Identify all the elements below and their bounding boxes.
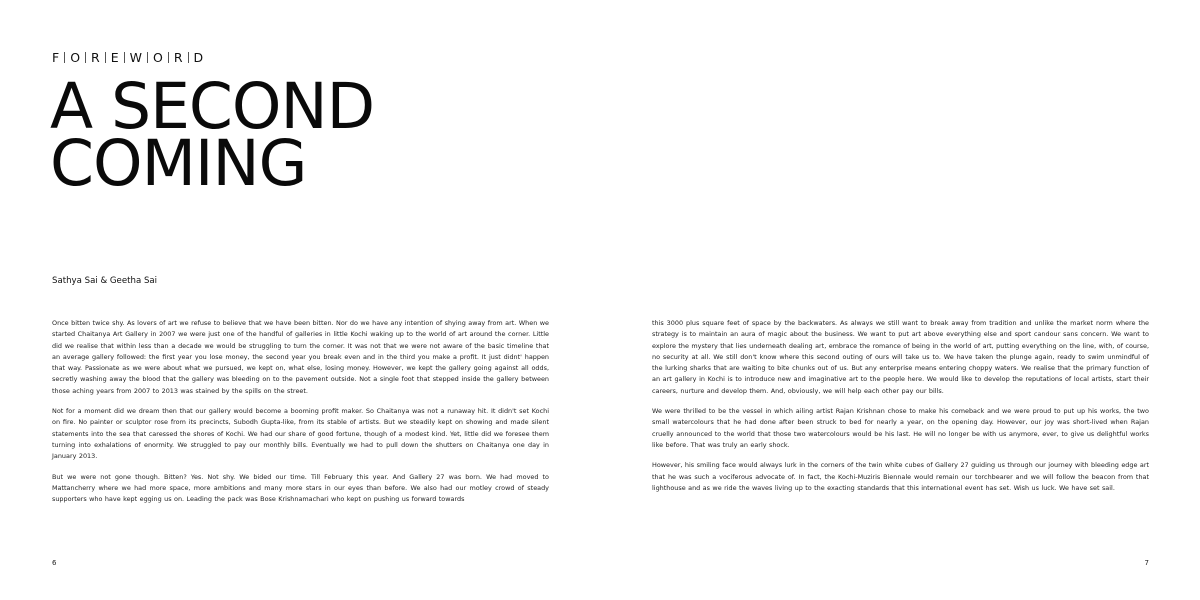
body-paragraph: Once bitten twice shy. As lovers of art we refuse to believe that we have been bitten. Nor do we have any intention of shying away from art. When we started Chaitanya Art Gallery in 2007 we were just one of the handful of galleries in little Kochi waking up to the world of art around the corner. Little did we realise that within less than a decade we would be struggling to turn the corner. It was not that we were not aware of the basic timeline that an average gallery followed: the first year you lose money, the second year you break even and in the third you make a profit. It just didnt' happen that way. Passionate as we were about what we pursued, we kept on, what else, losing money. However, we kept the gallery going against all odds, secretly washing away the blood that the gallery was bleeding on to the pavement outside. Not a single foot that stepped inside the gallery between those aching years from 2007 to 2013 was stained by the spills on the street. — [52, 319, 549, 395]
left-body-text — [52, 318, 549, 514]
body-paragraph: this 3000 plus square feet of space by the backwaters. As always we still want to break away from tradition and unlike the market norm where the strategy is to maintain an aura of magic about the business. We want to put art above everything else and sport candour sans concern. We want to explore the mystery that lies underneath dealing art, embrace the romance of being in the world of art, putting everything on the line, with, of course, no security at all. We still don't know where this second outing of ours will take us to. We have taken the plunge again, ready to swim unmindful of the lurking sharks that are waiting to bite chunks out of us. But any enterprise means entering choppy waters. We realise that the primary function of an art gallery in Kochi is to introduce new and imaginative art to the people here. We would like to develop the reputations of local artists, start their careers, nurture and develop them. And, obviously, we will help each other pay our bills. — [652, 319, 1149, 395]
kicker-letter: D — [193, 50, 204, 65]
section-kicker — [52, 50, 208, 65]
kicker-letter: R — [91, 50, 100, 65]
title-line-1: A SECOND — [50, 70, 375, 143]
kicker-letter: O — [153, 50, 163, 65]
right-body-text — [652, 318, 1149, 503]
kicker-letter: R — [173, 50, 183, 65]
body-paragraph: However, his smiling face would always lurk in the corners of the twin white cubes of Gallery 27 guiding us through our journey with bleeding edge art that he was such a vociferous advocate of. In fact, the Kochi-Muziris Biennale would remain our torchbearer and we will follow the beacon from that lighthouse and as we ride the waves living up to the exacting standards that this international event has set. Wish us luck. We have set sail. — [652, 461, 1149, 492]
body-paragraph: Not for a moment did we dream then that our gallery would become a booming profit maker. So Chaitanya was not a runaway hit. It didn't set Kochi on fire. No painter or sculptor rose from its precincts, Subodh Gupta-like, from its stable of artists. But we steadily kept on showing and made silent statements into the sea that caressed the shores of Kochi. We had our share of good fortune, though of a modest kind. Yet, little did we foresee them turning into exhalations of enormity. We struggled to pay our monthly bills. Eventually we had to pull down the shutters on Chaitanya one day in January 2013. — [52, 407, 549, 461]
body-paragraph: We were thrilled to be the vessel in which ailing artist Rajan Krishnan chose to make his comeback and we were proud to put up his works, the two small watercolours that he had done after been struck to bed for nearly a year, on the opening day. However, our joy was short-lived when Rajan cruelly announced to the world that those two watercolours would be his last. He will no longer be with us anymore, ever, to give us delightful works like before. That was truly an early shock. — [652, 407, 1149, 449]
page-number-left: 6 — [52, 559, 57, 567]
page-title — [50, 70, 590, 200]
kicker-letter: O — [70, 50, 81, 65]
title-line-2: COMING — [50, 127, 307, 200]
kicker-letter: W — [129, 50, 143, 65]
kicker-letter: F — [52, 50, 60, 65]
authors-byline: Sathya Sai & Geetha Sai — [52, 276, 158, 286]
right-page — [600, 0, 1200, 600]
page-number-right: 7 — [1144, 559, 1149, 567]
kicker-letter: E — [110, 50, 119, 65]
body-paragraph: But we were not gone though. Bitten? Yes. Not shy. We bided our time. Till February this year. And Gallery 27 was born. We had moved to Mattancherry where we had more space, more ambitions and many more stars in our eyes than before. We also had our motley crowd of steady supporters who have kept egging us on. Leading the pack was Bose Krishnamachari who kept on pushing us forward towards — [52, 472, 549, 504]
